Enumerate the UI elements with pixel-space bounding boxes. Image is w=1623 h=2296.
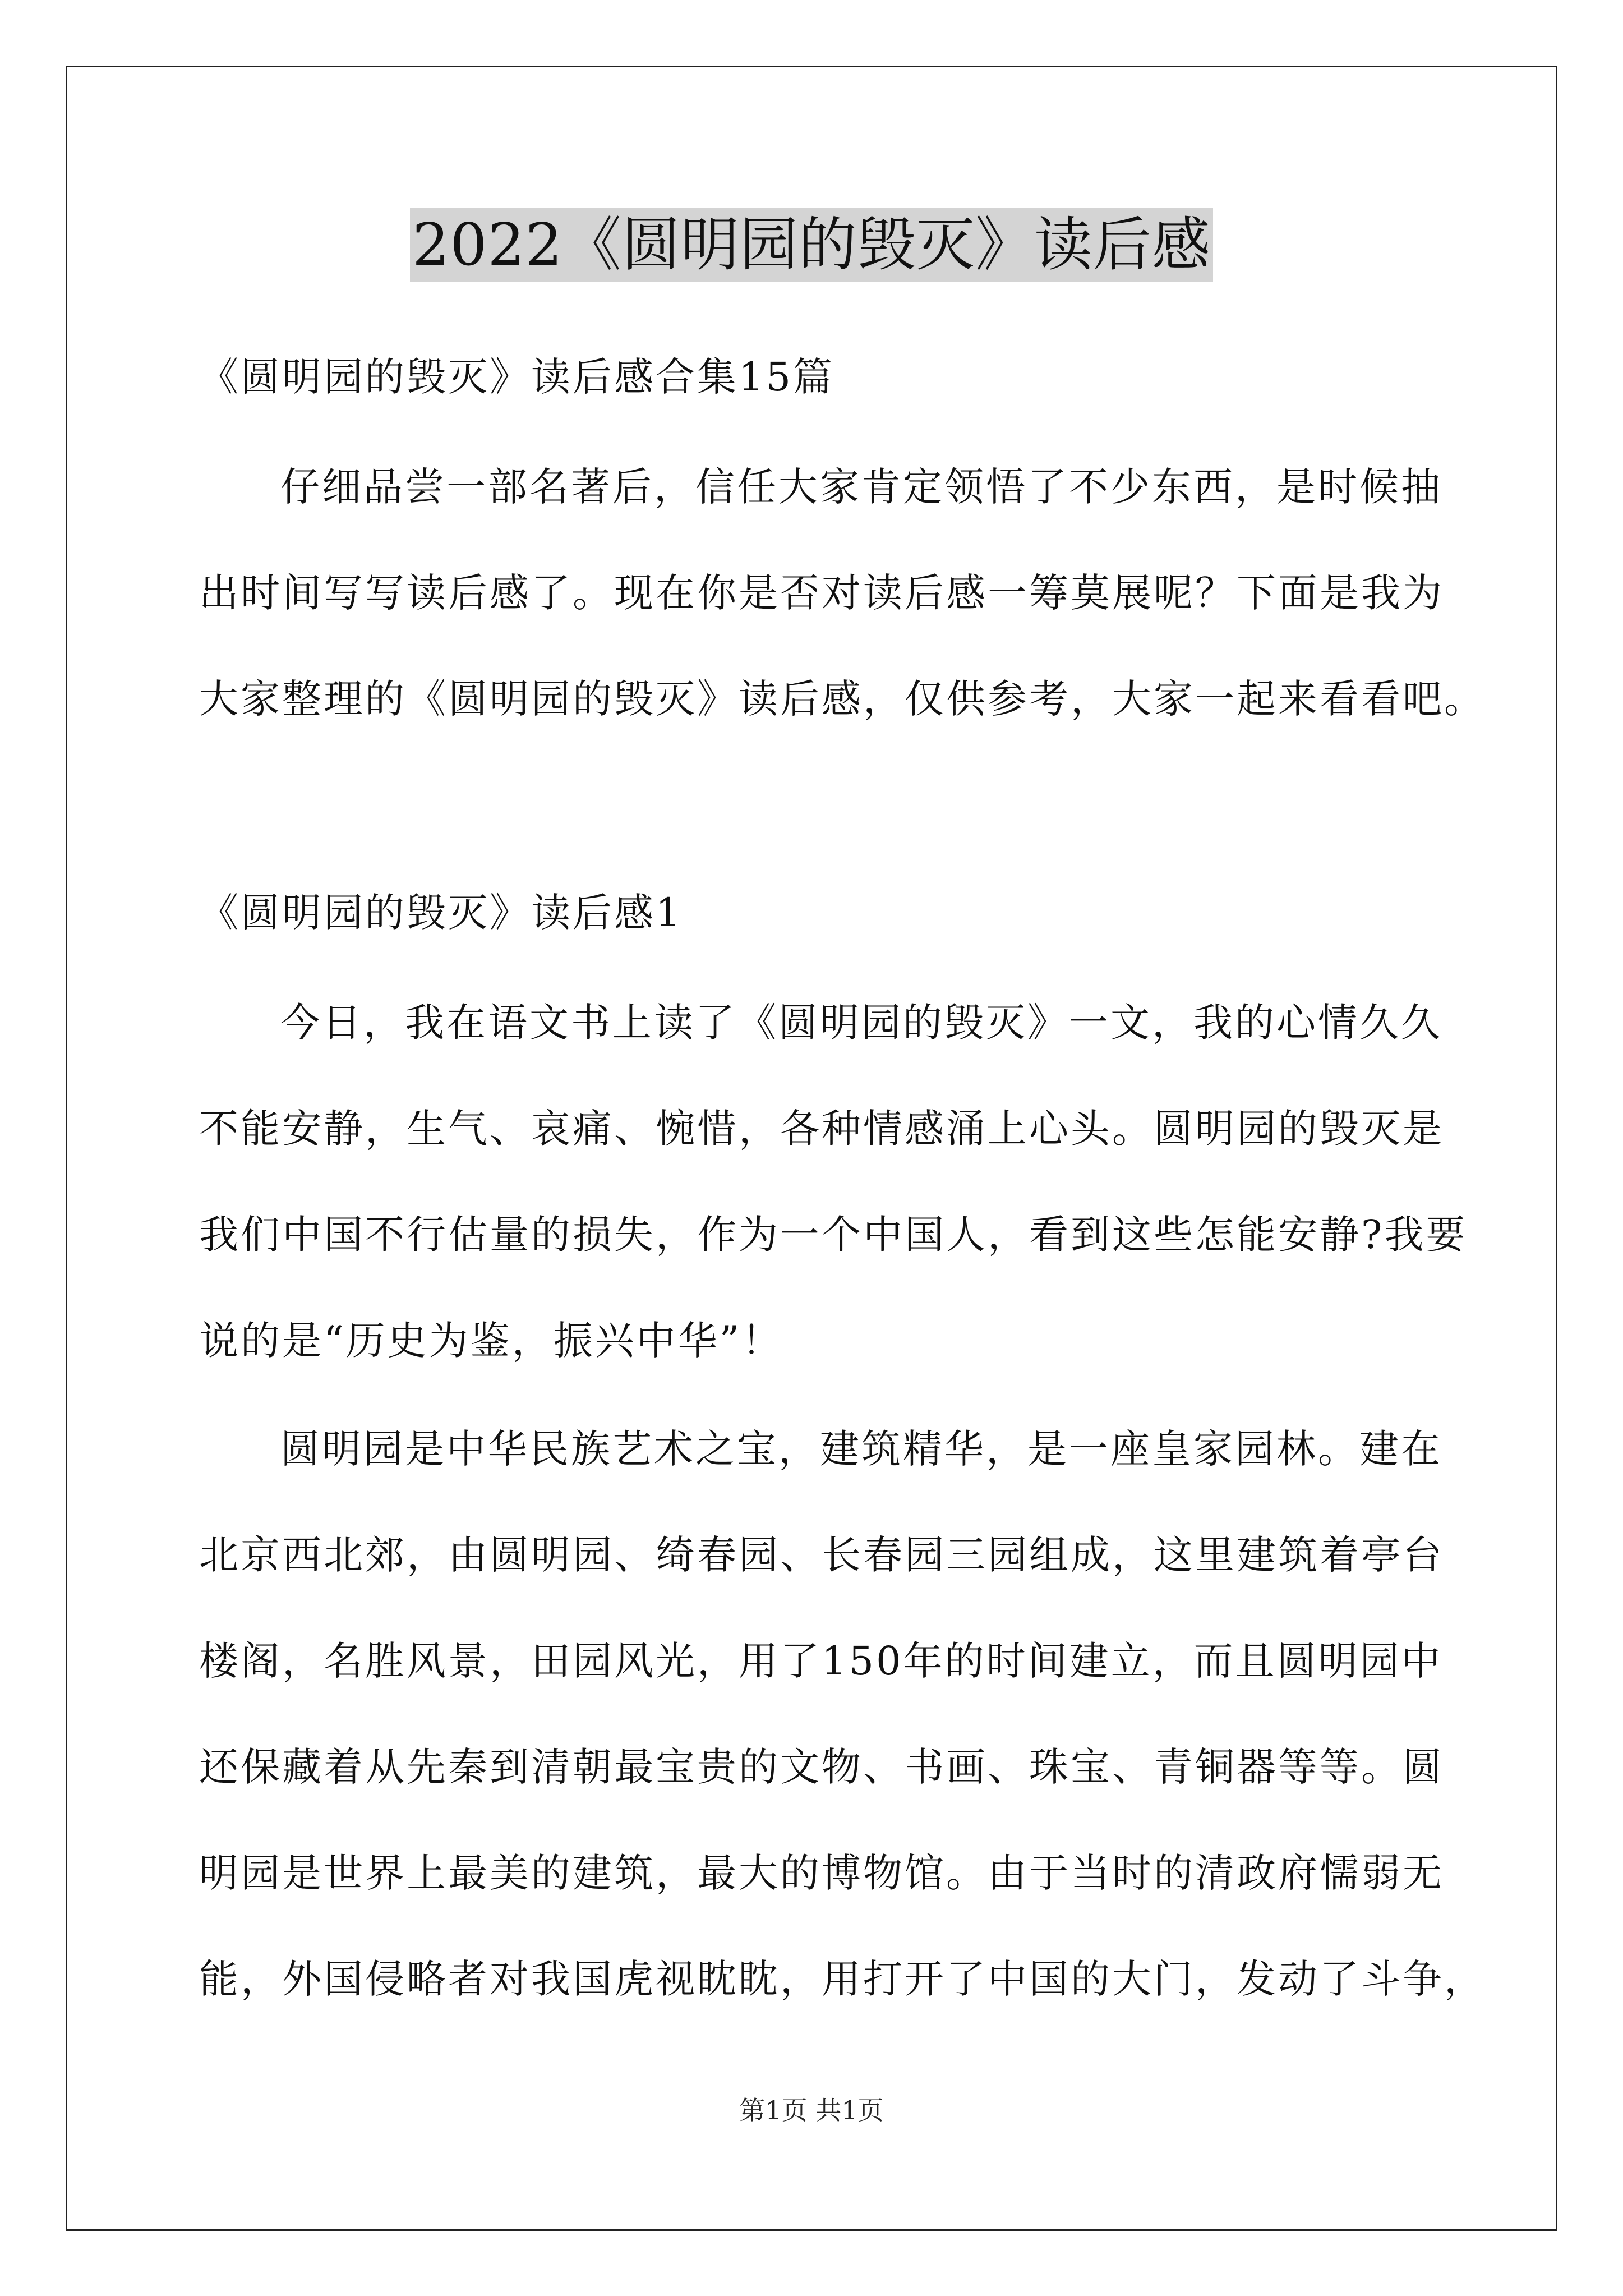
paragraph-line: 楼阁，名胜风景，田园风光，用了150年的时间建立，而且圆明园中 xyxy=(199,1638,1443,1684)
page-footer: 第1页 共1页 xyxy=(739,2095,884,2125)
paragraph-line: 说的是“历史为鉴，振兴中华”！ xyxy=(199,1318,783,1364)
paragraph-line: 今日，我在语文书上读了《圆明园的毁灭》一文，我的心情久久 xyxy=(280,1000,1442,1046)
paragraph-line: 我们中国不行估量的损失，作为一个中国人，看到这些怎能安静?我要 xyxy=(199,1212,1468,1258)
paragraph-line: 还保藏着从先秦到清朝最宝贵的文物、书画、珠宝、青铜器等等。圆 xyxy=(199,1744,1444,1790)
section-heading: 《圆明园的毁灭》读后感1 xyxy=(199,890,683,936)
paragraph-line: 大家整理的《圆明园的毁灭》读后感，仅供参考，大家一起来看看吧。 xyxy=(199,676,1486,722)
paragraph-line: 北京西北郊，由圆明园、绮春园、长春园三园组成，这里建筑着亭台 xyxy=(199,1532,1444,1578)
paragraph-line: 明园是世界上最美的建筑，最大的博物馆。由于当时的清政府懦弱无 xyxy=(199,1850,1444,1896)
paragraph-line: 仔细品尝一部名著后，信任大家肯定领悟了不少东西，是时候抽 xyxy=(280,464,1442,510)
paragraph-line: 出时间写写读后感了。现在你是否对读后感一筹莫展呢？下面是我为 xyxy=(199,570,1444,616)
paragraph-line: 圆明园是中华民族艺术之宝，建筑精华，是一座皇家园林。建在 xyxy=(280,1426,1442,1472)
paragraph-line: 不能安静，生气、哀痛、惋惜，各种情感涌上心头。圆明园的毁灭是 xyxy=(199,1106,1444,1152)
paragraph-line: 能，外国侵略者对我国虎视眈眈，用打开了中国的大门，发动了斗争， xyxy=(199,1956,1486,2002)
title-container xyxy=(0,208,1623,282)
subtitle-line: 《圆明园的毁灭》读后感合集15篇 xyxy=(199,354,835,400)
document-title: 2022《圆明园的毁灭》读后感 xyxy=(410,208,1213,282)
